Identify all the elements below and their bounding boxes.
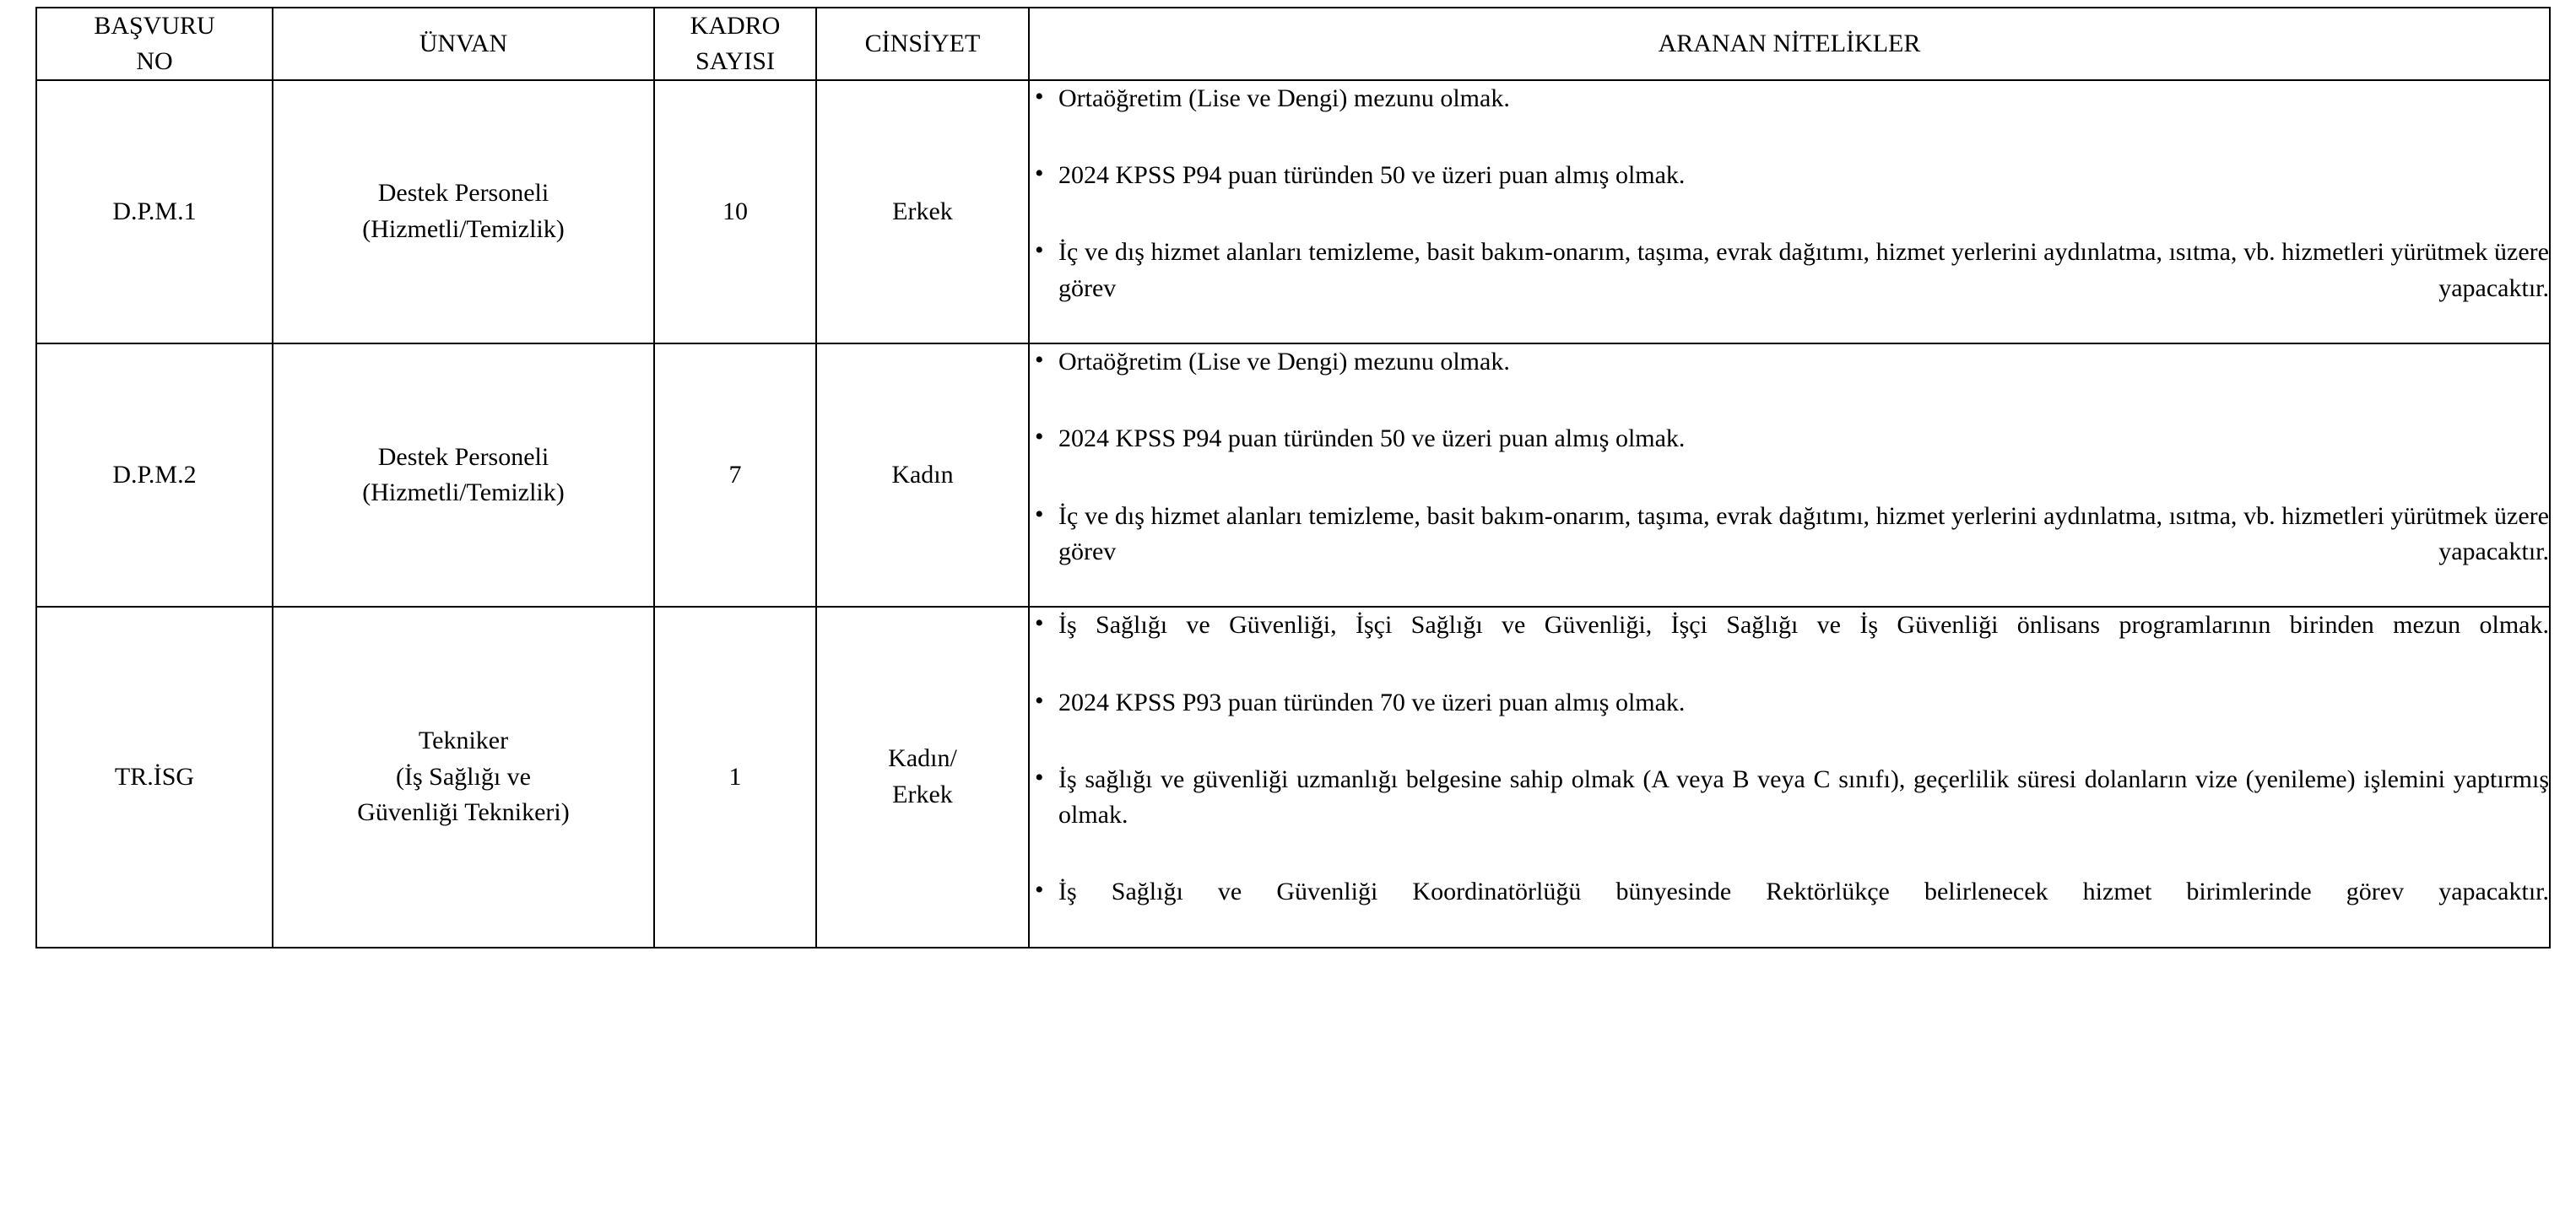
table-header-row [36,8,2550,80]
table-row [36,607,2550,947]
cell-cinsiyet [816,80,1029,343]
cell-cinsiyet-line1: Kadın [891,460,954,489]
cell-unvan-line2: (Hizmetli/Temizlik) [362,478,565,507]
list-item: • Ortaöğretim (Lise ve Dengi) mezunu olmak. [1030,344,2549,416]
nitelikler-list [1030,344,2549,606]
cell-aranan-nitelikler [1029,343,2550,607]
cell-cinsiyet [816,343,1029,607]
cell-unvan-line2: (İş Sağlığı ve [396,762,531,791]
cell-unvan-line2: (Hizmetli/Temizlik) [362,215,565,244]
cell-unvan-line3: Güvenliği Teknikeri) [357,798,570,827]
column-header-kadro-sayisi-line1: KADRO [690,12,781,40]
list-item: • Ortaöğretim (Lise ve Dengi) mezunu olmak. [1030,81,2549,153]
list-item: • İç ve dış hizmet alanları temizleme, basit bakım-onarım, taşıma, evrak dağıtımı, hizmet yerlerini aydınlatma, ısıtma, vb. hizmetleri yürütmek üzere görev yapacaktır. [1030,235,2549,343]
table-row [36,343,2550,607]
cell-kadro-sayisi: 1 [654,607,816,947]
list-item: • İç ve dış hizmet alanları temizleme, basit bakım-onarım, taşıma, evrak dağıtımı, hizmet yerlerini aydınlatma, ısıtma, vb. hizmetleri yürütmek üzere görev yapacaktır. [1030,499,2549,607]
table-row [36,80,2550,343]
table-header [36,8,2550,80]
list-item: • 2024 KPSS P94 puan türünden 50 ve üzeri puan almış olmak. [1030,421,2549,493]
list-item: • 2024 KPSS P93 puan türünden 70 ve üzeri puan almış olmak. [1030,685,2549,757]
column-header-aranan-nitelikler [1029,8,2550,80]
column-header-cinsiyet [816,8,1029,80]
cell-basvuru-no: D.P.M.1 [36,80,273,343]
list-item: • İş sağlığı ve güvenliği uzmanlığı belgesine sahip olmak (A veya B veya C sınıfı), geçerlilik süresi dolanların vize (yenileme) işlemini yaptırmış olmak. [1030,762,2549,870]
list-item: • İş Sağlığı ve Güvenliği Koordinatörlüğü bünyesinde Rektörlükçe belirlenecek hizmet birimlerinde görev yapacaktır. [1030,874,2549,946]
column-header-unvan [273,8,654,80]
column-header-basvuru-no [36,8,273,80]
cell-cinsiyet [816,607,1029,947]
cell-aranan-nitelikler [1029,80,2550,343]
column-header-basvuru-no-line1: BAŞVURU [94,12,215,40]
nitelikler-list [1030,608,2549,946]
cell-cinsiyet-line2: Erkek [892,780,953,808]
column-header-cinsiyet-line1: CİNSİYET [864,30,981,57]
column-header-kadro-sayisi-line2: SAYISI [695,47,775,75]
cell-basvuru-no: D.P.M.2 [36,343,273,607]
cell-kadro-sayisi: 10 [654,80,816,343]
column-header-unvan-line1: ÜNVAN [419,30,508,57]
cell-unvan [273,607,654,947]
qualifications-table [35,7,2551,948]
column-header-kadro-sayisi [654,8,816,80]
cell-unvan-line1: Destek Personeli [377,442,549,471]
cell-cinsiyet-line1: Erkek [892,197,953,225]
list-item: • İş Sağlığı ve Güvenliği, İşçi Sağlığı ve Güvenliği, İşçi Sağlığı ve İş Güvenliği önlisans programlarının birinden mezun olmak. [1030,608,2549,679]
column-header-basvuru-no-line2: NO [136,47,173,75]
cell-basvuru-no: TR.İSG [36,607,273,947]
cell-cinsiyet-line1: Kadın/ [888,744,957,773]
cell-unvan-line1: Destek Personeli [377,179,549,208]
cell-unvan [273,80,654,343]
cell-aranan-nitelikler [1029,607,2550,947]
cell-unvan [273,343,654,607]
nitelikler-list [1030,81,2549,343]
list-item: • 2024 KPSS P94 puan türünden 50 ve üzeri puan almış olmak. [1030,158,2549,230]
cell-unvan-line1: Tekniker [418,727,509,755]
table-body [36,80,2550,948]
cell-kadro-sayisi: 7 [654,343,816,607]
column-header-aranan-nitelikler-line1: ARANAN NİTELİKLER [1658,30,1921,57]
